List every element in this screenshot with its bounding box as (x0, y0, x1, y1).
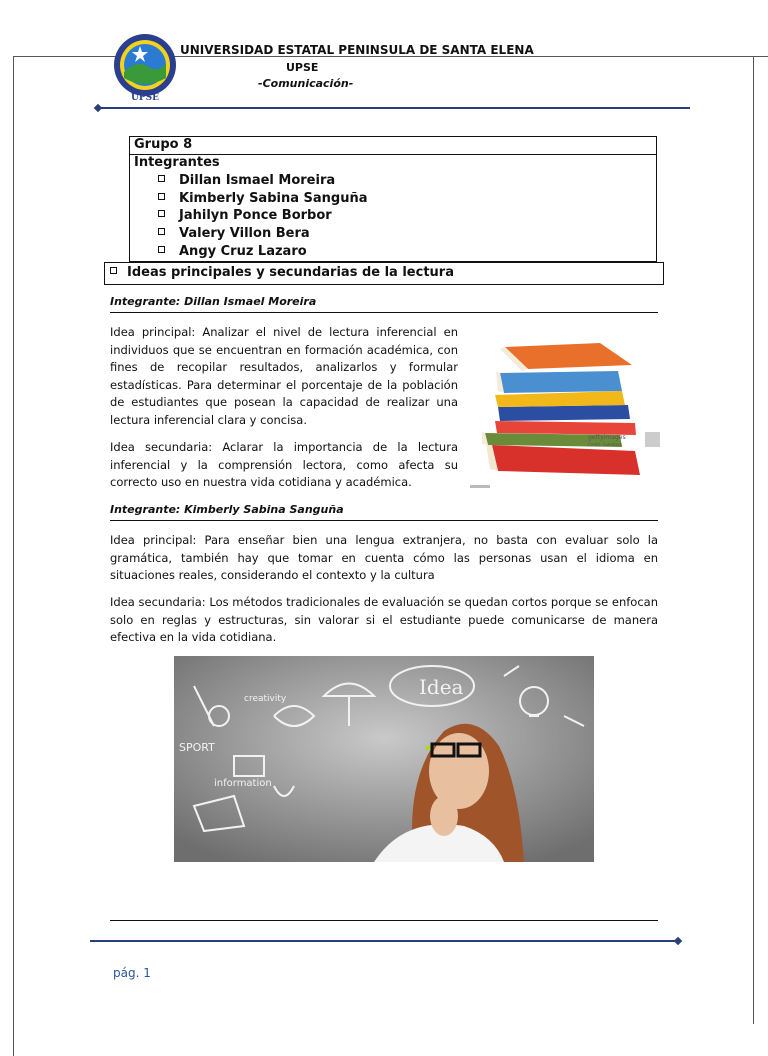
member-name: Dillan Ismael Moreira (179, 173, 336, 188)
doodle-text: SPORT (179, 741, 215, 754)
logo-text: UPSE (131, 93, 159, 102)
member-name: Valery Villon Bera (179, 226, 310, 241)
university-acronym: UPSE (286, 61, 319, 74)
bullet-icon (158, 228, 165, 235)
section-title (110, 265, 454, 280)
university-logo (110, 32, 180, 102)
part2-secondary-idea: Idea secundaria: Los métodos tradicionales de evaluación se quedan cortos porque se enfocan solo en reglas y estructuras, sin valorar si el estudiante puede comunicarse de manera efectiva en la vida cotidiana. (110, 595, 658, 645)
credit-text: Credit: Comstock (588, 442, 623, 447)
member-name: Kimberly Sabina Sanguña (179, 191, 368, 206)
bullet-icon (158, 175, 165, 182)
members-label: Integrantes (134, 155, 220, 170)
doodle-text: information (214, 778, 272, 789)
bullet-icon (158, 210, 165, 217)
footer-accent-rule (90, 940, 680, 942)
part2-rule (110, 520, 658, 521)
thinking-girl-image (174, 656, 594, 862)
doodle-text: creativity (244, 694, 287, 704)
member-name: Jahilyn Ponce Borbor (179, 208, 332, 223)
books-image (470, 325, 660, 490)
header-rule (98, 107, 690, 109)
part1-main-idea: Idea principal: Analizar el nivel de lectura inferencial en individuos que se encuentran en formación académica, con fines de recopilar resultados, analizarlos y formular estadísticas. Para determinar el porcentaje de la población de estudiantes que posean la capacidad de realizar una lectura inferencial clara y concisa. (110, 325, 458, 427)
member-name: Angy Cruz Lazaro (179, 244, 307, 259)
member-item (158, 208, 332, 223)
footer-rule (110, 920, 658, 921)
bullet-icon (110, 267, 117, 274)
part1-secondary-idea: Idea secundaria: Aclarar la importancia de la lectura inferencial y la comprensión lectora, como afecta su correcto uso en nuestra vida cotidiana y académica. (110, 440, 458, 490)
page-number: pág. 1 (113, 966, 151, 980)
member-item (158, 244, 307, 259)
section-title-text: Ideas principales y secundarias de la lectura (127, 265, 454, 280)
part1-rule (110, 312, 658, 313)
bullet-icon (158, 246, 165, 253)
member-item (158, 226, 310, 241)
part1-heading: Integrante: Dillan Ismael Moreira (110, 295, 317, 308)
group-title: Grupo 8 (134, 137, 193, 152)
part2-main-idea: Idea principal: Para enseñar bien una lengua extranjera, no basta con evaluar solo la gramática, también hay que tomar en cuenta cómo las personas usan el idioma en situaciones reales, considerando el contexto y la cultura (110, 533, 658, 583)
watermark-text: gettyimages (588, 434, 626, 441)
faculty-name: -Comunicación- (258, 77, 354, 90)
university-name: UNIVERSIDAD ESTATAL PENINSULA DE SANTA ELENA (180, 43, 534, 57)
part2-heading: Integrante: Kimberly Sabina Sanguña (110, 503, 344, 516)
bullet-icon (158, 193, 165, 200)
bubble-text: Idea (419, 675, 464, 699)
page-border-right (753, 56, 754, 1024)
member-item (158, 191, 368, 206)
member-item (158, 173, 335, 188)
